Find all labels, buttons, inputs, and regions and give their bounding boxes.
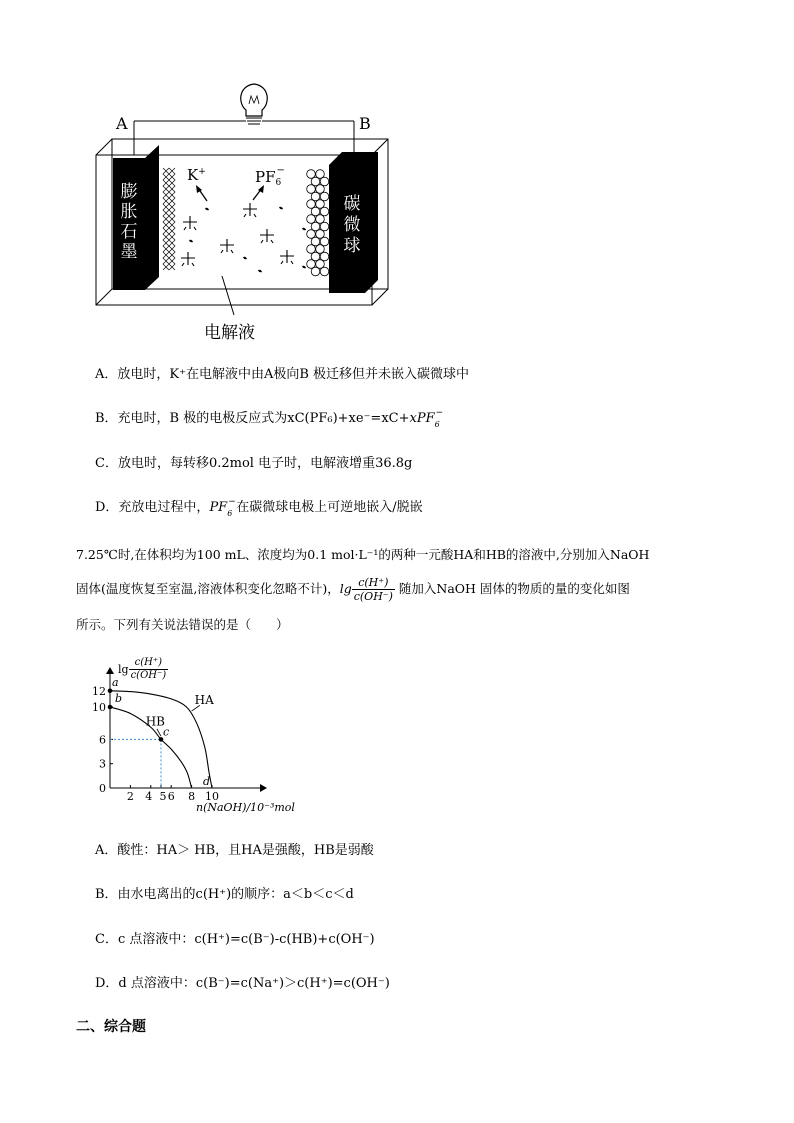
carbon-sphere [316, 185, 325, 194]
carbon-sphere [320, 222, 329, 231]
anion-symbols [181, 203, 294, 266]
q6-option-b: B．充电时，B 极的电极反应式为xC(PF₆)+xe⁻=xC+xPF 6 − [95, 408, 444, 429]
point-label-c: c [163, 725, 170, 739]
q7-option-b: B．由水电离出的c(H⁺)的顺序：a＜b＜c＜d [95, 887, 354, 902]
carbon-sphere [311, 237, 320, 246]
y-tick-label: 3 [99, 757, 106, 771]
light-bulb-icon [241, 84, 268, 124]
x-tick-label: 2 [126, 790, 134, 803]
carbon-sphere [311, 177, 320, 186]
electrolyte-pointer [222, 276, 234, 315]
carbon-sphere [320, 192, 329, 201]
carbon-sphere [311, 252, 320, 261]
carbon-sphere [307, 200, 316, 209]
y-tick-label: 0 [99, 782, 106, 795]
x-tick-label: 6 [167, 790, 175, 803]
carbon-sphere [311, 222, 320, 231]
point-b [108, 705, 113, 710]
carbon-sphere [316, 200, 325, 209]
y-tick-label: 10 [92, 701, 106, 714]
terminal-a-label: A [116, 114, 128, 133]
carbon-sphere [316, 245, 325, 254]
cation-marks [189, 207, 306, 273]
carbon-sphere [307, 215, 316, 224]
ion-pf6-label: PF 6 − [255, 165, 285, 188]
carbon-sphere [307, 245, 316, 254]
right-electrode-label: 碳 微 球 [343, 194, 361, 256]
chart-xlabel: n(NaOH)/10⁻³mol [196, 801, 295, 814]
q6-option-d: D．充放电过程中，PF 6 − 在碳微球电极上可逆地嵌入/脱嵌 [95, 497, 423, 518]
carbon-sphere [316, 260, 325, 269]
x-tick-label: 8 [188, 790, 196, 803]
q6-option-c: C．放电时，每转移0.2mol 电子时，电解液增重36.8g [95, 456, 413, 471]
carbon-sphere [320, 267, 329, 276]
point-label-b: b [115, 692, 123, 705]
carbon-sphere [316, 170, 325, 179]
carbon-sphere [307, 170, 316, 179]
q7-option-c: C．c 点溶液中：c(H⁺)=c(B⁻)-c(HB)+c(OH⁻) [95, 932, 375, 947]
x-tick-label: 10 [205, 790, 219, 803]
ion-k-label: K+ [187, 166, 206, 184]
point-label-d: d [203, 775, 211, 788]
point-a [108, 689, 113, 694]
x-tick-label: 4 [145, 790, 153, 803]
carbon-sphere [320, 177, 329, 186]
x-tick-label: 5 [159, 790, 167, 803]
q7-line-1: 7.25℃时,在体积均为100 mL、浓度均为0.1 mol·L⁻¹的两种一元酸HA和HB的溶液中,分别加入NaOH [76, 547, 650, 562]
chart-ylabel: lg $\frac{c(H^+)}{c(OH^-)}$ [118, 657, 167, 681]
carbon-sphere [311, 267, 320, 276]
carbon-microspheres [307, 170, 329, 276]
left-electrode-label: 膨 胀 石 墨 [120, 182, 138, 262]
y-tick-label: 12 [92, 684, 106, 698]
carbon-sphere [307, 230, 316, 239]
q6-option-a: A．放电时，K⁺在电解液中由A极向B 极迁移但并未嵌入碳微球中 [95, 367, 470, 382]
carbon-sphere [316, 215, 325, 224]
q7-option-d: D．d 点溶液中：c(B⁻)=c(Na⁺)＞c(H⁺)=c(OH⁻) [95, 976, 390, 991]
y-tick-label: 6 [99, 733, 106, 747]
terminal-b-label: B [359, 114, 371, 133]
q7-line-3: 所示。下列有关说法错误的是（ ） [76, 617, 289, 632]
point-label-a: a [112, 675, 119, 689]
electrolyte-label: 电解液 [204, 323, 255, 343]
carbon-sphere [320, 237, 329, 246]
carbon-sphere [311, 192, 320, 201]
q7-line-2: 固体(温度恢复至室温,溶液体积变化忽略不计)，lg $\frac{c(H^+)}{c(OH^-)}$ 随加入NaOH 固体的物质的量的变化如图 [76, 576, 630, 603]
series-label-ha: HA [194, 692, 214, 707]
ion-arrows [196, 185, 264, 201]
q7-fraction: $\frac{c(H^+)}{c(OH^-)}$ [353, 576, 393, 603]
series-label-hb: HB [145, 714, 165, 729]
carbon-sphere [307, 260, 316, 269]
carbon-sphere [320, 207, 329, 216]
carbon-sphere [320, 252, 329, 261]
carbon-sphere [316, 230, 325, 239]
graphite-lattice [163, 168, 175, 270]
carbon-sphere [307, 185, 316, 194]
carbon-sphere [311, 207, 320, 216]
section-title: 二、综合题 [76, 1019, 146, 1035]
q7-option-a: A．酸性：HA＞ HB，且HA是强酸，HB是弱酸 [95, 843, 374, 858]
